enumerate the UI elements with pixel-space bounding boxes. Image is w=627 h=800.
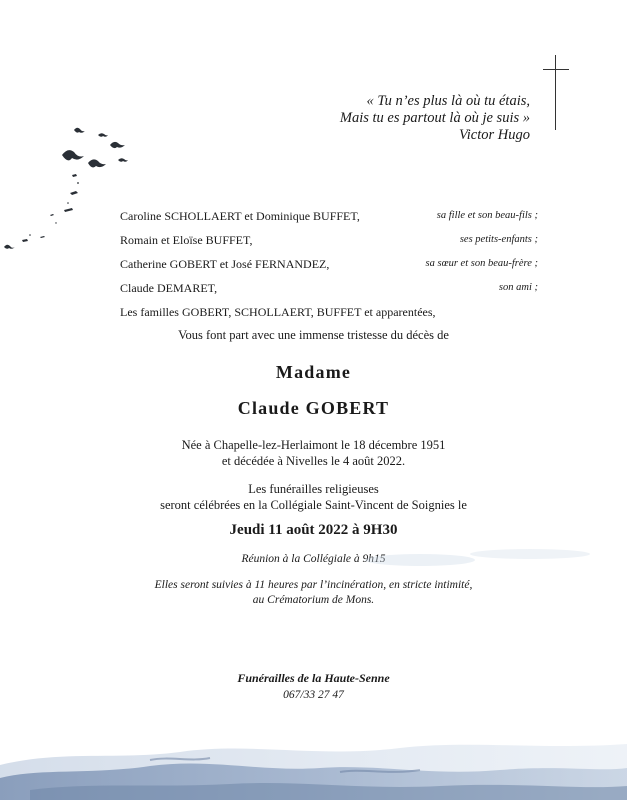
funeral-line-2: seront célébrées en la Collégiale Saint-Vincent de Soignies le: [160, 498, 467, 512]
family-name: Claude DEMARET,: [120, 281, 218, 295]
birth-death-info: [0, 437, 627, 469]
cremation-info: [0, 578, 627, 608]
reunion-info: Réunion à la Collégiale à 9h15: [241, 553, 386, 565]
death-line: et décédée à Nivelles le 4 août 2022.: [221, 454, 406, 468]
watercolor-wash: [0, 720, 627, 800]
family-row: [120, 255, 538, 279]
birth-line: Née à Chapelle-lez-Herlaimont le 18 décembre 1951: [181, 438, 446, 452]
family-row: [120, 303, 538, 327]
family-name: Les familles GOBERT, SCHOLLAERT, BUFFET et apparentées,: [120, 305, 436, 319]
family-list: [120, 207, 538, 327]
family-relation: ses petits-enfants ;: [459, 234, 538, 245]
family-relation: son ami ;: [498, 282, 538, 293]
family-name: Catherine GOBERT et José FERNANDEZ,: [120, 257, 330, 271]
funeral-home-phone: 067/33 27 47: [283, 689, 344, 701]
family-row: [120, 231, 538, 255]
funeral-date: Jeudi 11 août 2022 à 9H30: [229, 522, 398, 538]
funeral-home-name: Funérailles de la Haute-Senne: [237, 671, 390, 685]
deceased-name: Claude GOBERT: [237, 398, 390, 418]
cremation-line-2: au Crématorium de Mons.: [252, 594, 375, 606]
quote-line-2: Mais tu es partout là où je suis »: [339, 110, 530, 126]
family-relation: sa fille et son beau-fils ;: [436, 210, 538, 221]
cross-icon: [543, 55, 569, 130]
family-row: [120, 279, 538, 303]
epitaph-quote: [300, 93, 530, 144]
watercolor-wash-faint: [360, 540, 600, 580]
quote-line-1: « Tu n’es plus là où tu étais,: [366, 93, 530, 109]
family-name: Caroline SCHOLLAERT et Dominique BUFFET,: [120, 209, 360, 223]
family-name: Romain et Eloïse BUFFET,: [120, 233, 253, 247]
cremation-line-1: Elles seront suivies à 11 heures par l’incinération, en stricte intimité,: [154, 579, 473, 591]
family-relation: sa sœur et son beau-frère ;: [425, 258, 538, 269]
family-row: [120, 207, 538, 231]
funeral-line-1: Les funérailles religieuses: [248, 482, 379, 496]
deceased-title: Madame: [275, 362, 352, 382]
quote-author: Victor Hugo: [458, 127, 530, 143]
announcement: Vous font part avec une immense tristesse du décès de: [178, 328, 449, 342]
funeral-info: [0, 481, 627, 513]
